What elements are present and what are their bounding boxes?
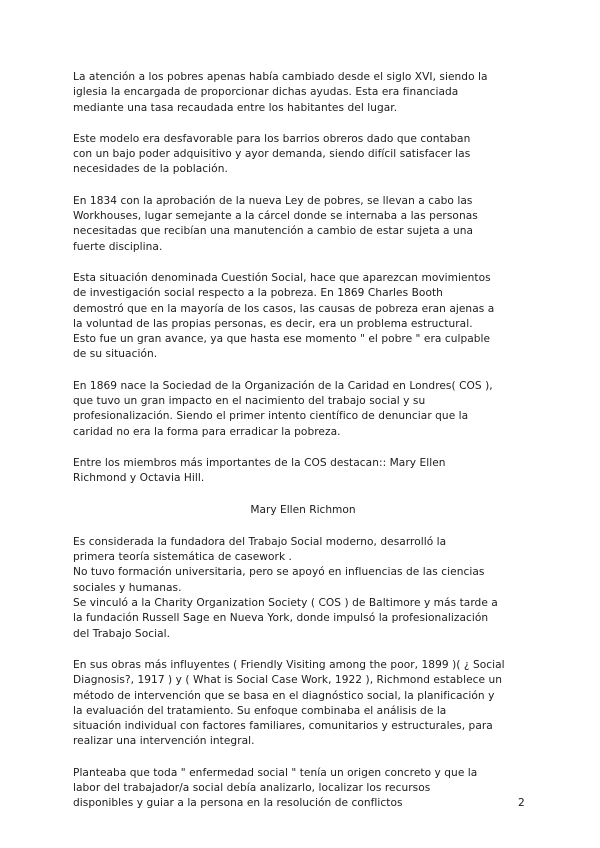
text-line: profesionalización. Siendo el primer intento científico de denunciar que la [73, 410, 469, 423]
text-line: del Trabajo Social. [73, 627, 171, 640]
text-line: Es considerada la fundadora del Trabajo Social moderno, desarrolló la [73, 535, 447, 548]
text-line: fuerte disciplina. [73, 240, 163, 253]
text-line: realizar una intervención integral. [73, 735, 255, 748]
text-line: de investigación social respecto a la pobreza. En 1869 Charles Booth [73, 287, 443, 300]
text-line: primera teoría sistemática de casework . [73, 551, 292, 564]
text-line: Planteaba que toda " enfermedad social " tenía un origen concreto y que la [73, 766, 478, 779]
body-section-history [73, 70, 533, 487]
text-line: Este modelo era desfavorable para los barrios obreros dado que contaban [73, 132, 471, 145]
text-line: que tuvo un gran impacto en el nacimiento del trabajo social y su [73, 395, 426, 408]
text-line: En sus obras más influyentes ( Friendly Visiting among the poor, 1899 )( ¿ Social [73, 658, 505, 671]
text-line: En 1834 con la aprobación de la nueva Ley de pobres, se llevan a cabo las [73, 194, 473, 207]
text-line: Esto fue un gran avance, ya que hasta ese momento " el pobre " era culpable [73, 333, 491, 346]
paragraph [73, 70, 533, 116]
document-page [73, 70, 533, 828]
text-line: labor del trabajador/a social debía analizarlo, localizar los recursos [73, 781, 431, 794]
page-number: 2 [518, 797, 525, 809]
paragraph [73, 194, 533, 255]
text-line: situación individual con factores familiares, comunitarios y estructurales, para [73, 720, 493, 733]
text-line: Richmond y Octavia Hill. [73, 472, 205, 485]
text-line: de su situación. [73, 348, 158, 361]
text-line: sociales y humanas. [73, 581, 182, 594]
text-line: método de intervención que se basa en el diagnóstico social, la planificación y [73, 689, 495, 702]
paragraph [73, 379, 533, 440]
text-line: Workhouses, lugar semejante a la cárcel donde se internaba a las personas [73, 210, 478, 223]
paragraph [73, 766, 533, 812]
text-line: La atención a los pobres apenas había cambiado desde el siglo XVI, siendo la [73, 71, 488, 83]
text-line: necesidades de la población. [73, 163, 228, 176]
text-line: caridad no era la forma para erradicar la pobreza. [73, 425, 341, 438]
text-line: Diagnosis?, 1917 ) y ( What is Social Case Work, 1922 ), Richmond establece un [73, 674, 503, 687]
text-line: la evaluación del tratamiento. Su enfoque combinaba el análisis de la [73, 704, 447, 717]
text-line: necesitadas que recibían una manutención a cambio de estar sujeta a una [73, 225, 474, 238]
paragraph [73, 132, 533, 178]
section-heading: Mary Ellen Richmon [250, 503, 356, 516]
text-line: En 1869 nace la Sociedad de la Organización de la Caridad en Londres( COS ), [73, 379, 493, 392]
text-line: No tuvo formación universitaria, pero se apoyó en influencias de las ciencias [73, 566, 485, 579]
text-line: iglesia la encargada de proporcionar dichas ayudas. Esta era financiada [73, 86, 459, 99]
paragraph [73, 535, 533, 642]
text-line: disponibles y guiar a la persona en la resolución de conflictos [73, 797, 403, 810]
paragraph [73, 456, 533, 487]
text-line: la fundación Russell Sage en Nueva York, donde impulsó la profesionalización [73, 612, 489, 625]
text-line: demostró que en la mayoría de los casos, las causas de pobreza eran ajenas a [73, 302, 495, 315]
body-section-richmond [73, 535, 533, 812]
text-line: Esta situación denominada Cuestión Social, hace que aparezcan movimientos [73, 271, 491, 284]
text-line: la voluntad de las propias personas, es decir, era un problema estructural. [73, 317, 473, 330]
paragraph [73, 658, 533, 750]
paragraph [73, 271, 533, 363]
text-line: Se vinculó a la Charity Organization Society ( COS ) de Baltimore y más tarde a [73, 597, 498, 610]
text-line: mediante una tasa recaudada entre los habitantes del lugar. [73, 101, 398, 114]
text-line: con un bajo poder adquisitivo y ayor demanda, siendo difícil satisfacer las [73, 148, 471, 161]
text-line: Entre los miembros más importantes de la COS destacan:: Mary Ellen [73, 456, 446, 469]
